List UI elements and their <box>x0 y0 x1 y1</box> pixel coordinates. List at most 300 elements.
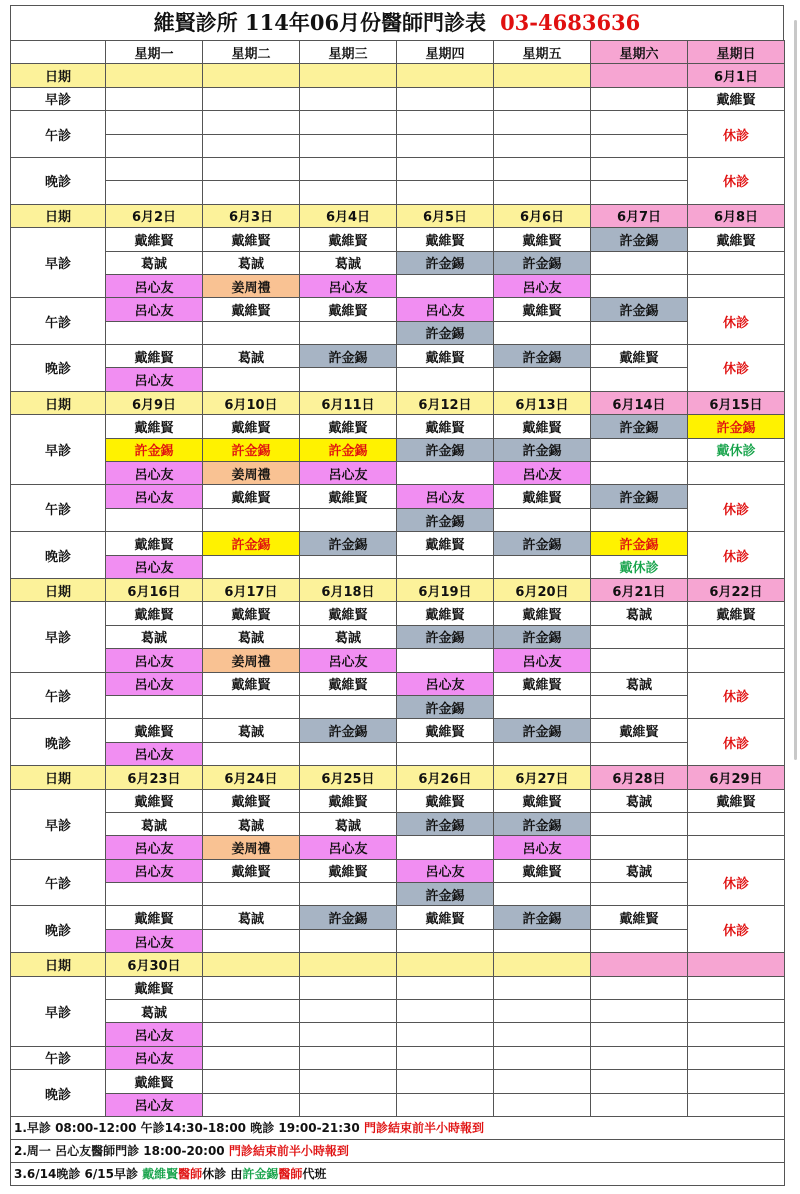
doctor-cell <box>688 1023 785 1046</box>
doctor-cell: 戴維賢 <box>300 298 397 321</box>
doctor-cell <box>300 1000 397 1023</box>
doctor-cell: 戴維賢 <box>106 345 203 368</box>
doctor-cell: 呂心友 <box>300 836 397 859</box>
doctor-cell: 戴維賢 <box>106 415 203 438</box>
doctor-cell: 呂心友 <box>494 274 591 297</box>
date-cell: 6月16日 <box>106 578 203 601</box>
date-cell: 6月3日 <box>203 204 300 227</box>
doctor-cell: 呂心友 <box>106 274 203 297</box>
doctor-cell <box>300 368 397 391</box>
doctor-cell: 休診 <box>688 719 785 766</box>
doctor-cell: 葛誠 <box>203 719 300 742</box>
doctor-cell: 姜周禮 <box>203 649 300 672</box>
doctor-cell <box>591 508 688 531</box>
note-text <box>11 1139 785 1162</box>
doctor-cell <box>300 87 397 110</box>
doctor-cell: 葛誠 <box>203 812 300 835</box>
doctor-cell <box>397 742 494 765</box>
doctor-cell: 呂心友 <box>397 298 494 321</box>
doctor-cell <box>397 462 494 485</box>
doctor-cell: 呂心友 <box>106 1023 203 1046</box>
doctor-cell <box>203 111 300 134</box>
note-segment: 門診結束前半小時報到 <box>363 1121 484 1136</box>
schedule-row <box>11 695 785 718</box>
doctor-cell: 休診 <box>688 345 785 392</box>
doctor-cell: 戴維賢 <box>106 228 203 251</box>
doctor-cell <box>106 87 203 110</box>
date-cell <box>494 953 591 976</box>
doctor-cell: 呂心友 <box>397 485 494 508</box>
date-cell: 6月10日 <box>203 391 300 414</box>
doctor-cell <box>494 1070 591 1093</box>
doctor-cell <box>203 181 300 204</box>
date-cell <box>300 953 397 976</box>
doctor-cell: 呂心友 <box>106 929 203 952</box>
doctor-cell <box>494 1000 591 1023</box>
doctor-cell: 戴維賢 <box>203 228 300 251</box>
schedule-body <box>11 64 785 1117</box>
doctor-cell: 呂心友 <box>494 649 591 672</box>
date-row-label: 日期 <box>11 953 106 976</box>
doctor-cell: 許金錫 <box>203 438 300 461</box>
doctor-cell: 休診 <box>688 532 785 579</box>
doctor-cell: 葛誠 <box>203 625 300 648</box>
doctor-cell <box>300 976 397 999</box>
schedule-table <box>10 40 785 1186</box>
schedule-row <box>11 485 785 508</box>
date-cell <box>397 953 494 976</box>
doctor-cell: 葛誠 <box>203 345 300 368</box>
doctor-cell <box>688 1000 785 1023</box>
doctor-cell <box>591 836 688 859</box>
doctor-cell: 姜周禮 <box>203 462 300 485</box>
doctor-cell: 呂心友 <box>106 1093 203 1116</box>
session-label: 晚診 <box>11 1070 106 1117</box>
doctor-cell <box>203 508 300 531</box>
doctor-cell: 葛誠 <box>591 789 688 812</box>
doctor-cell: 許金錫 <box>494 251 591 274</box>
schedule-row <box>11 508 785 531</box>
doctor-cell: 戴維賢 <box>300 672 397 695</box>
doctor-cell <box>300 742 397 765</box>
date-row-label: 日期 <box>11 391 106 414</box>
doctor-cell: 戴維賢 <box>688 228 785 251</box>
doctor-cell: 戴維賢 <box>591 345 688 368</box>
schedule-row <box>11 532 785 555</box>
doctor-cell <box>591 274 688 297</box>
doctor-cell: 戴維賢 <box>494 228 591 251</box>
doctor-cell <box>397 1000 494 1023</box>
doctor-cell: 戴維賢 <box>203 298 300 321</box>
doctor-cell: 許金錫 <box>300 532 397 555</box>
doctor-cell <box>688 1093 785 1116</box>
date-row-label: 日期 <box>11 766 106 789</box>
doctor-cell: 許金錫 <box>203 532 300 555</box>
date-cell: 6月27日 <box>494 766 591 789</box>
schedule-row <box>11 859 785 882</box>
doctor-cell: 戴維賢 <box>688 87 785 110</box>
doctor-cell <box>203 929 300 952</box>
doctor-cell <box>494 111 591 134</box>
doctor-cell: 戴維賢 <box>300 228 397 251</box>
doctor-cell: 葛誠 <box>106 251 203 274</box>
doctor-cell <box>591 87 688 110</box>
doctor-cell: 許金錫 <box>300 345 397 368</box>
doctor-cell: 葛誠 <box>300 251 397 274</box>
doctor-cell: 葛誠 <box>591 672 688 695</box>
doctor-cell: 休診 <box>688 111 785 158</box>
weekday-header-row <box>11 41 785 64</box>
doctor-cell <box>397 649 494 672</box>
doctor-cell: 許金錫 <box>300 438 397 461</box>
weekday-header: 星期六 <box>591 41 688 64</box>
doctor-cell: 戴維賢 <box>300 789 397 812</box>
doctor-cell <box>591 742 688 765</box>
date-row-label: 日期 <box>11 578 106 601</box>
doctor-cell: 戴維賢 <box>106 719 203 742</box>
doctor-cell: 許金錫 <box>494 532 591 555</box>
schedule-row <box>11 672 785 695</box>
date-cell: 6月28日 <box>591 766 688 789</box>
doctor-cell: 葛誠 <box>300 625 397 648</box>
doctor-cell <box>203 368 300 391</box>
date-cell: 6月30日 <box>106 953 203 976</box>
doctor-cell <box>494 508 591 531</box>
session-label: 晚診 <box>11 532 106 579</box>
doctor-cell: 許金錫 <box>591 415 688 438</box>
doctor-cell: 呂心友 <box>106 555 203 578</box>
doctor-cell: 呂心友 <box>494 462 591 485</box>
doctor-cell: 許金錫 <box>494 812 591 835</box>
doctor-cell <box>106 111 203 134</box>
note-segment: 戴維賢 <box>142 1167 179 1182</box>
schedule-row <box>11 345 785 368</box>
doctor-cell: 許金錫 <box>397 251 494 274</box>
title-text: 維賢診所 114年06月份醫師門診表 <box>153 10 487 35</box>
doctor-cell <box>591 134 688 157</box>
date-cell: 6月4日 <box>300 204 397 227</box>
doctor-cell <box>203 87 300 110</box>
schedule-row <box>11 602 785 625</box>
doctor-cell <box>591 1023 688 1046</box>
session-label: 午診 <box>11 1046 106 1069</box>
schedule-row <box>11 883 785 906</box>
doctor-cell: 戴維賢 <box>106 906 203 929</box>
date-cell: 6月17日 <box>203 578 300 601</box>
date-cell <box>203 953 300 976</box>
doctor-cell <box>591 929 688 952</box>
doctor-cell <box>106 883 203 906</box>
doctor-cell: 許金錫 <box>591 228 688 251</box>
doctor-cell: 呂心友 <box>106 485 203 508</box>
doctor-cell: 戴維賢 <box>494 602 591 625</box>
note-row <box>11 1162 785 1185</box>
session-label: 早診 <box>11 87 106 110</box>
schedule-row <box>11 555 785 578</box>
schedule-row <box>11 836 785 859</box>
doctor-cell <box>494 181 591 204</box>
date-cell: 6月23日 <box>106 766 203 789</box>
schedule-row <box>11 953 785 976</box>
schedule-row <box>11 1000 785 1023</box>
schedule-row <box>11 134 785 157</box>
doctor-cell <box>591 438 688 461</box>
doctor-cell: 許金錫 <box>397 812 494 835</box>
schedule-sheet <box>10 5 784 1186</box>
doctor-cell: 許金錫 <box>397 625 494 648</box>
schedule-row <box>11 368 785 391</box>
doctor-cell: 戴維賢 <box>106 976 203 999</box>
schedule-row <box>11 274 785 297</box>
doctor-cell <box>494 87 591 110</box>
doctor-cell <box>591 251 688 274</box>
doctor-cell: 戴維賢 <box>106 532 203 555</box>
doctor-cell <box>688 625 785 648</box>
doctor-cell: 許金錫 <box>494 438 591 461</box>
doctor-cell <box>688 274 785 297</box>
doctor-cell: 休診 <box>688 859 785 906</box>
doctor-cell: 葛誠 <box>106 1000 203 1023</box>
session-label: 午診 <box>11 485 106 532</box>
note-segment: 代班 <box>302 1167 327 1182</box>
doctor-cell: 葛誠 <box>591 859 688 882</box>
phone-number: 03-4683636 <box>500 10 641 35</box>
doctor-cell <box>203 1000 300 1023</box>
note-text <box>11 1162 785 1185</box>
doctor-cell <box>494 695 591 718</box>
session-label: 午診 <box>11 111 106 158</box>
schedule-row <box>11 1093 785 1116</box>
session-label: 午診 <box>11 298 106 345</box>
doctor-cell <box>397 1070 494 1093</box>
doctor-cell <box>300 1023 397 1046</box>
doctor-cell: 戴維賢 <box>397 415 494 438</box>
doctor-cell <box>494 1046 591 1069</box>
doctor-cell: 呂心友 <box>397 672 494 695</box>
schedule-row <box>11 625 785 648</box>
notes-section <box>11 1116 785 1185</box>
doctor-cell: 戴維賢 <box>203 859 300 882</box>
doctor-cell: 呂心友 <box>106 836 203 859</box>
weekday-header: 星期三 <box>300 41 397 64</box>
date-cell: 6月7日 <box>591 204 688 227</box>
doctor-cell <box>397 368 494 391</box>
schedule-row <box>11 415 785 438</box>
note-segment: 許金錫 <box>242 1167 279 1182</box>
schedule-row <box>11 789 785 812</box>
date-cell: 6月8日 <box>688 204 785 227</box>
doctor-cell: 戴維賢 <box>494 415 591 438</box>
doctor-cell: 戴維賢 <box>300 415 397 438</box>
date-cell: 6月18日 <box>300 578 397 601</box>
date-cell: 6月2日 <box>106 204 203 227</box>
date-cell: 6月5日 <box>397 204 494 227</box>
doctor-cell: 戴維賢 <box>494 298 591 321</box>
doctor-cell: 戴維賢 <box>203 415 300 438</box>
doctor-cell <box>300 508 397 531</box>
doctor-cell <box>397 157 494 180</box>
doctor-cell <box>688 1046 785 1069</box>
session-label: 晚診 <box>11 345 106 392</box>
date-cell: 6月6日 <box>494 204 591 227</box>
doctor-cell: 葛誠 <box>203 906 300 929</box>
doctor-cell: 戴維賢 <box>591 906 688 929</box>
schedule-row <box>11 321 785 344</box>
schedule-row <box>11 976 785 999</box>
doctor-cell <box>688 251 785 274</box>
doctor-cell: 許金錫 <box>300 719 397 742</box>
doctor-cell: 葛誠 <box>203 251 300 274</box>
schedule-row <box>11 181 785 204</box>
doctor-cell: 葛誠 <box>106 625 203 648</box>
doctor-cell <box>397 836 494 859</box>
doctor-cell <box>397 1046 494 1069</box>
doctor-cell <box>203 695 300 718</box>
doctor-cell <box>494 1093 591 1116</box>
schedule-row <box>11 1023 785 1046</box>
date-cell: 6月12日 <box>397 391 494 414</box>
doctor-cell: 許金錫 <box>591 485 688 508</box>
weekday-header: 星期日 <box>688 41 785 64</box>
doctor-cell: 戴休診 <box>591 555 688 578</box>
doctor-cell: 戴維賢 <box>397 719 494 742</box>
doctor-cell: 葛誠 <box>591 602 688 625</box>
doctor-cell: 休診 <box>688 906 785 953</box>
weekday-header: 星期一 <box>106 41 203 64</box>
doctor-cell: 呂心友 <box>106 859 203 882</box>
doctor-cell <box>106 157 203 180</box>
doctor-cell: 許金錫 <box>494 719 591 742</box>
doctor-cell <box>688 976 785 999</box>
doctor-cell <box>591 157 688 180</box>
corner-cell <box>11 41 106 64</box>
doctor-cell <box>591 1093 688 1116</box>
doctor-cell: 戴維賢 <box>494 859 591 882</box>
date-row-label: 日期 <box>11 64 106 87</box>
doctor-cell: 呂心友 <box>300 649 397 672</box>
doctor-cell: 戴維賢 <box>397 228 494 251</box>
session-label: 早診 <box>11 976 106 1046</box>
scrollbar-thumb[interactable] <box>794 20 797 760</box>
doctor-cell: 戴維賢 <box>300 859 397 882</box>
date-cell <box>591 64 688 87</box>
weekday-header: 星期四 <box>397 41 494 64</box>
doctor-cell <box>203 883 300 906</box>
note-segment: 1.早診 08:00-12:00 午診14:30-18:00 晚診 19:00-21:30 <box>14 1121 364 1136</box>
doctor-cell <box>300 883 397 906</box>
doctor-cell <box>397 87 494 110</box>
doctor-cell <box>494 742 591 765</box>
date-cell: 6月26日 <box>397 766 494 789</box>
session-label: 早診 <box>11 415 106 485</box>
schedule-row <box>11 766 785 789</box>
doctor-cell: 葛誠 <box>106 812 203 835</box>
doctor-cell <box>397 274 494 297</box>
doctor-cell: 呂心友 <box>106 368 203 391</box>
doctor-cell <box>688 836 785 859</box>
date-cell <box>106 64 203 87</box>
doctor-cell <box>203 1046 300 1069</box>
doctor-cell <box>591 181 688 204</box>
doctor-cell <box>591 812 688 835</box>
schedule-row <box>11 906 785 929</box>
schedule-row <box>11 251 785 274</box>
doctor-cell: 呂心友 <box>494 836 591 859</box>
doctor-cell: 戴維賢 <box>688 789 785 812</box>
schedule-row <box>11 578 785 601</box>
doctor-cell: 許金錫 <box>591 298 688 321</box>
date-cell: 6月11日 <box>300 391 397 414</box>
date-cell <box>300 64 397 87</box>
schedule-row <box>11 929 785 952</box>
doctor-cell <box>688 812 785 835</box>
doctor-cell <box>591 1070 688 1093</box>
doctor-cell <box>688 1070 785 1093</box>
doctor-cell: 許金錫 <box>494 625 591 648</box>
doctor-cell <box>300 134 397 157</box>
session-label: 午診 <box>11 672 106 719</box>
schedule-row <box>11 719 785 742</box>
schedule-row <box>11 391 785 414</box>
doctor-cell: 呂心友 <box>106 1046 203 1069</box>
doctor-cell <box>591 695 688 718</box>
schedule-row <box>11 462 785 485</box>
doctor-cell <box>591 625 688 648</box>
doctor-cell: 許金錫 <box>494 906 591 929</box>
doctor-cell <box>203 1070 300 1093</box>
schedule-row <box>11 742 785 765</box>
doctor-cell <box>203 1023 300 1046</box>
doctor-cell: 戴維賢 <box>203 672 300 695</box>
doctor-cell <box>591 883 688 906</box>
schedule-row <box>11 157 785 180</box>
doctor-cell <box>397 1023 494 1046</box>
doctor-cell <box>203 1093 300 1116</box>
doctor-cell <box>203 134 300 157</box>
date-cell: 6月20日 <box>494 578 591 601</box>
note-segment: 2.周一 呂心友醫師門診 18:00-20:00 <box>14 1144 229 1159</box>
doctor-cell: 戴維賢 <box>494 789 591 812</box>
doctor-cell <box>591 976 688 999</box>
doctor-cell <box>106 134 203 157</box>
doctor-cell: 許金錫 <box>397 321 494 344</box>
date-cell <box>397 64 494 87</box>
date-cell: 6月24日 <box>203 766 300 789</box>
doctor-cell <box>203 555 300 578</box>
doctor-cell <box>494 368 591 391</box>
doctor-cell: 休診 <box>688 298 785 345</box>
schedule-row <box>11 438 785 461</box>
doctor-cell: 休診 <box>688 485 785 532</box>
date-cell: 6月1日 <box>688 64 785 87</box>
doctor-cell: 呂心友 <box>106 649 203 672</box>
session-label: 午診 <box>11 859 106 906</box>
schedule-row <box>11 111 785 134</box>
date-row-label: 日期 <box>11 204 106 227</box>
doctor-cell: 戴維賢 <box>397 906 494 929</box>
doctor-cell: 休診 <box>688 672 785 719</box>
doctor-cell <box>300 181 397 204</box>
doctor-cell <box>494 1023 591 1046</box>
doctor-cell: 戴維賢 <box>203 602 300 625</box>
doctor-cell: 許金錫 <box>300 906 397 929</box>
schedule-row <box>11 812 785 835</box>
doctor-cell <box>106 508 203 531</box>
date-cell: 6月29日 <box>688 766 785 789</box>
doctor-cell: 戴維賢 <box>397 789 494 812</box>
doctor-cell <box>591 1000 688 1023</box>
doctor-cell <box>300 555 397 578</box>
